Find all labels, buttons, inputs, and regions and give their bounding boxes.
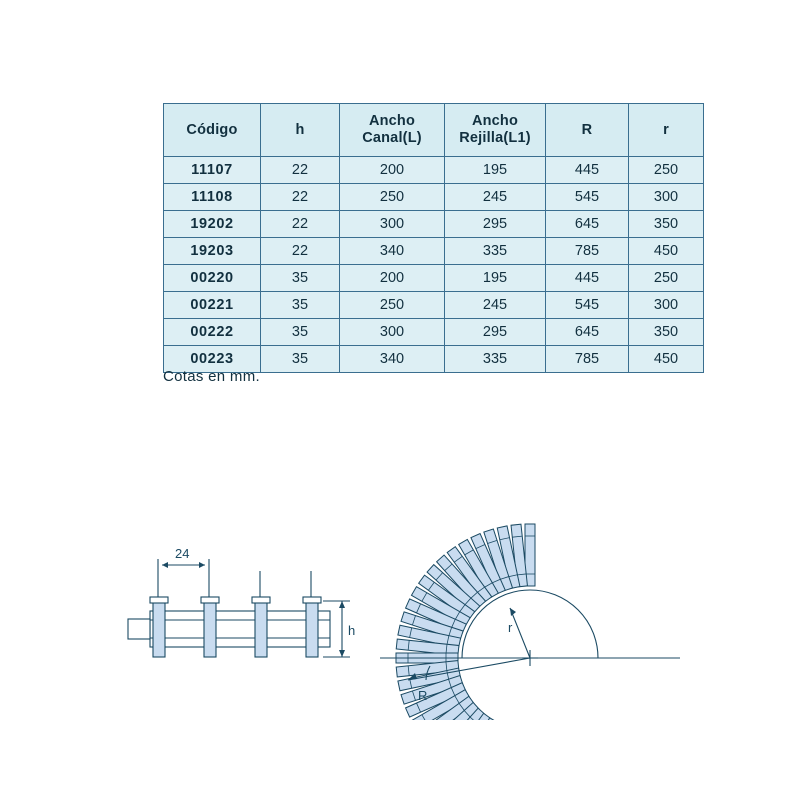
- bar-1: [153, 601, 165, 657]
- cell-R: 645: [546, 319, 629, 346]
- cell-codigo: 00222: [164, 319, 261, 346]
- side-view-svg: [110, 525, 360, 685]
- column-header-R: [546, 104, 629, 157]
- cell-h: 22: [261, 157, 340, 184]
- cell-rejilla: 335: [445, 346, 546, 373]
- column-header-ancho-rejilla-line2: Rejilla(L1): [459, 130, 531, 146]
- table-row: [164, 238, 704, 265]
- table-row: [164, 292, 704, 319]
- bar-2: [204, 601, 216, 657]
- cell-canal: 340: [340, 346, 445, 373]
- cell-rejilla: 295: [445, 211, 546, 238]
- column-header-r-line1: r: [663, 121, 669, 138]
- cell-canal: 200: [340, 157, 445, 184]
- pitch-label: 24: [175, 546, 190, 561]
- column-header-codigo-line1: Código: [186, 121, 238, 138]
- column-header-R-line1: R: [581, 121, 593, 138]
- cell-h: 35: [261, 292, 340, 319]
- cell-r: 350: [629, 211, 704, 238]
- bar-cap-1: [150, 597, 168, 603]
- cell-rejilla: 245: [445, 184, 546, 211]
- r-label: r: [508, 620, 513, 635]
- table-header: [164, 104, 704, 157]
- cell-R: 645: [546, 211, 629, 238]
- cell-r: 450: [629, 238, 704, 265]
- cell-R: 445: [546, 157, 629, 184]
- column-header-h-line1: h: [295, 121, 305, 138]
- cell-r: 300: [629, 292, 704, 319]
- end-connector: [128, 619, 150, 639]
- cell-codigo: 00223: [164, 346, 261, 373]
- height-arrow-top: [339, 601, 345, 608]
- spec-table-container: [163, 103, 704, 373]
- cell-h: 22: [261, 211, 340, 238]
- cell-canal: 250: [340, 184, 445, 211]
- cell-h: 35: [261, 265, 340, 292]
- radial-view-svg: [360, 490, 700, 720]
- R-label: R: [418, 688, 428, 703]
- column-header-ancho-rejilla: [445, 104, 546, 157]
- column-header-ancho-canal-line1: Ancho: [368, 113, 416, 129]
- bar-cap-3: [252, 597, 270, 603]
- pitch-arrow-right: [199, 562, 205, 568]
- column-header-codigo: [164, 104, 261, 157]
- cell-R: 545: [546, 292, 629, 319]
- table-row: [164, 211, 704, 238]
- side-view-drawing: [110, 525, 360, 690]
- cell-codigo: 19202: [164, 211, 261, 238]
- cell-canal: 300: [340, 319, 445, 346]
- cell-h: 22: [261, 238, 340, 265]
- column-header-ancho-rejilla-line1: Ancho: [471, 113, 519, 129]
- cell-rejilla: 295: [445, 319, 546, 346]
- cell-rejilla: 245: [445, 292, 546, 319]
- table-row: [164, 157, 704, 184]
- cell-rejilla: 335: [445, 238, 546, 265]
- cell-h: 35: [261, 346, 340, 373]
- cell-codigo: 00221: [164, 292, 261, 319]
- cell-r: 250: [629, 265, 704, 292]
- table-header-row: [164, 104, 704, 157]
- bar-3: [255, 601, 267, 657]
- cell-canal: 250: [340, 292, 445, 319]
- cell-codigo: 00220: [164, 265, 261, 292]
- table-row: [164, 184, 704, 211]
- pitch-arrow-left: [162, 562, 168, 568]
- cell-rejilla: 195: [445, 157, 546, 184]
- column-header-ancho-canal: [340, 104, 445, 157]
- cell-r: 450: [629, 346, 704, 373]
- cell-codigo: 19203: [164, 238, 261, 265]
- cell-r: 350: [629, 319, 704, 346]
- cell-h: 22: [261, 184, 340, 211]
- spec-table: [163, 103, 704, 373]
- cell-rejilla: 195: [445, 265, 546, 292]
- cell-canal: 340: [340, 238, 445, 265]
- cell-R: 445: [546, 265, 629, 292]
- cell-h: 35: [261, 319, 340, 346]
- units-note: Cotas en mm.: [163, 368, 260, 385]
- radial-view-drawing: [360, 490, 700, 725]
- cell-canal: 200: [340, 265, 445, 292]
- cell-R: 785: [546, 346, 629, 373]
- height-label: h: [348, 623, 356, 638]
- cell-codigo: 11108: [164, 184, 261, 211]
- cell-r: 250: [629, 157, 704, 184]
- cell-canal: 300: [340, 211, 445, 238]
- table-row: [164, 265, 704, 292]
- column-header-r: [629, 104, 704, 157]
- table-body: [164, 157, 704, 373]
- height-arrow-bottom: [339, 650, 345, 657]
- column-header-ancho-canal-line2: Canal(L): [362, 130, 422, 146]
- cell-codigo: 11107: [164, 157, 261, 184]
- bar-cap-4: [303, 597, 321, 603]
- body-rail: [150, 611, 330, 647]
- bar-cap-2: [201, 597, 219, 603]
- cell-r: 300: [629, 184, 704, 211]
- bar-4: [306, 601, 318, 657]
- cell-R: 785: [546, 238, 629, 265]
- column-header-h: [261, 104, 340, 157]
- cell-R: 545: [546, 184, 629, 211]
- table-row: [164, 319, 704, 346]
